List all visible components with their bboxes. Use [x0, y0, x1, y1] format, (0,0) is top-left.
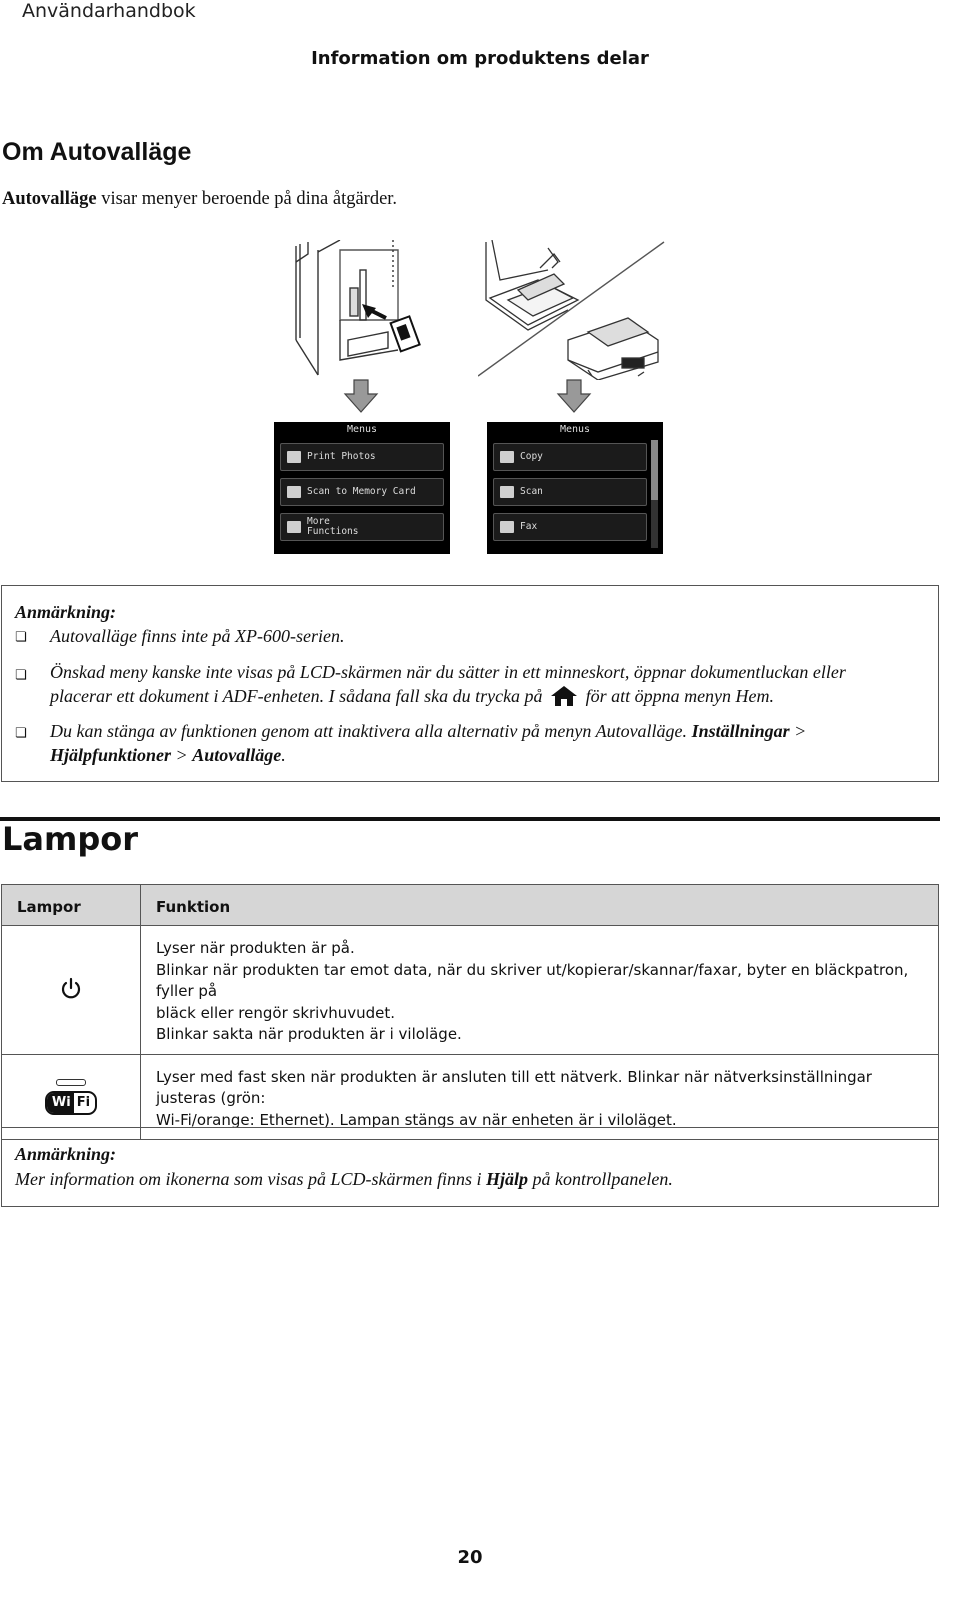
note-text: placerar ett dokument i ADF-enheten. I sådana fall ska du trycka på [50, 686, 543, 706]
fax-icon [500, 521, 514, 533]
print-photos-icon [287, 451, 301, 463]
intro-rest: visar menyer beroende på dina åtgärder. [96, 189, 398, 209]
note-text: . [281, 745, 286, 765]
note-bold-text: Autovalläge [192, 745, 282, 765]
checkbox-bullet-icon: ❏ [15, 668, 27, 683]
led-indicator [56, 1079, 86, 1086]
note-bullet-2-line-2 [50, 684, 774, 708]
note-text: > [171, 745, 193, 765]
table-cell-line: Blinkar när produkten tar emot data, när du skriver ut/kopierar/skannar/faxar, byter en bläckpatron, fyller på [156, 960, 909, 1000]
auto-mode-heading: Om Autovalläge [2, 138, 192, 166]
power-light-cell [2, 926, 141, 1055]
scan-to-card-icon [287, 486, 301, 498]
table-row [2, 926, 939, 1055]
scan-icon [500, 486, 514, 498]
power-light-function [141, 926, 939, 1055]
lcd-menu-label: Copy [520, 451, 543, 462]
lcd-menu-item-scan-to-card[interactable] [280, 478, 444, 506]
down-arrow-icon [556, 378, 592, 414]
wifi-icon [45, 1091, 97, 1115]
power-icon [59, 977, 83, 1001]
note-bullet-1: Autovalläge finns inte på XP-600-serien. [50, 626, 345, 646]
lcd-menu-item-more-functions[interactable] [280, 513, 444, 541]
lcd-menu-label: Scan to Memory Card [307, 486, 416, 497]
down-arrow-icon [343, 378, 379, 414]
note-text: för att öppna menyn Hem. [585, 686, 775, 706]
note-box-lcd-icons [1, 1127, 939, 1207]
note-text: Du kan stänga av funktionen genom att inaktivera alla alternativ på menyn Autovalläge. [50, 721, 688, 741]
note-label: Anmärkning: [15, 1144, 117, 1164]
note-bullet-3-line-2 [50, 743, 286, 767]
auto-mode-intro [2, 189, 397, 210]
table-cell-line: bläck eller rengör skrivhuvudet. [156, 1003, 396, 1022]
lcd-title: Menus [559, 424, 591, 435]
page-number: 20 [457, 1547, 483, 1568]
note-bold-text: Hjälp [486, 1169, 529, 1189]
memory-card-illustration [288, 240, 428, 380]
lcd-menu-item-copy[interactable] [493, 443, 647, 471]
lights-table [1, 884, 939, 1140]
lcd-menu-label: Print Photos [307, 451, 376, 462]
wifi-logo-left: Wi [47, 1093, 74, 1113]
scanner-adf-illustration [478, 240, 670, 380]
note-bold-text: Inställningar [691, 721, 790, 741]
table-cell-line: Lyser när produkten är på. [156, 939, 355, 957]
table-cell-line: Blinkar sakta när produkten är i viloläge. [156, 1025, 462, 1043]
checkbox-bullet-icon: ❏ [15, 726, 27, 741]
note-bold-text: Hjälpfunktioner [50, 745, 172, 765]
home-icon [549, 685, 579, 707]
lcd-screen-memory-card [274, 422, 450, 554]
note-text: Mer information om ikonerna som visas på LCD-skärmen finns i [15, 1169, 486, 1189]
intro-bold: Autovalläge [2, 189, 97, 209]
lcd-menu-label: Scan [520, 486, 543, 497]
note-bullet-3-line-1 [50, 719, 806, 743]
lcd-menu-item-print-photos[interactable] [280, 443, 444, 471]
table-cell-line: Lyser med fast sken när produkten är ansluten till ett nätverk. Blinkar när nätverksinställningar justeras (grön: [156, 1067, 872, 1107]
lcd-title: Menus [346, 424, 378, 435]
note-text-line [15, 1167, 673, 1191]
lcd-menu-item-fax[interactable] [493, 513, 647, 541]
wifi-logo-right: Fi [76, 1094, 91, 1110]
manual-title: Användarhandbok [22, 0, 196, 22]
note-text: på kontrollpanelen. [528, 1169, 673, 1189]
column-header-lights: Lampor [2, 885, 141, 926]
table-cell-line: Wi-Fi/orange: Ethernet). Lampan stängs av när enheten är i viloläget. [156, 1110, 677, 1129]
checkbox-bullet-icon: ❏ [15, 630, 27, 645]
table-header-row [2, 885, 939, 926]
lights-heading: Lampor [2, 820, 138, 858]
section-rule [0, 817, 940, 821]
note-label: Anmärkning: [15, 602, 117, 622]
note-box-auto-mode [1, 585, 939, 782]
section-title: Information om produktens delar [311, 48, 649, 69]
copy-icon [500, 451, 514, 463]
lcd-scrollbar[interactable] [651, 440, 658, 548]
lcd-menu-item-scan[interactable] [493, 478, 647, 506]
lcd-screen-scanner [487, 422, 663, 554]
lcd-menu-label: More Functions [307, 516, 359, 537]
lcd-menu-label: Fax [520, 521, 538, 532]
note-bullet-2-line-1: Önskad meny kanske inte visas på LCD-skärmen när du sätter in ett minneskort, öppnar dokumentluckan eller [50, 662, 846, 682]
note-text: > [789, 721, 807, 741]
column-header-function: Funktion [141, 885, 939, 926]
more-functions-icon [287, 521, 301, 533]
